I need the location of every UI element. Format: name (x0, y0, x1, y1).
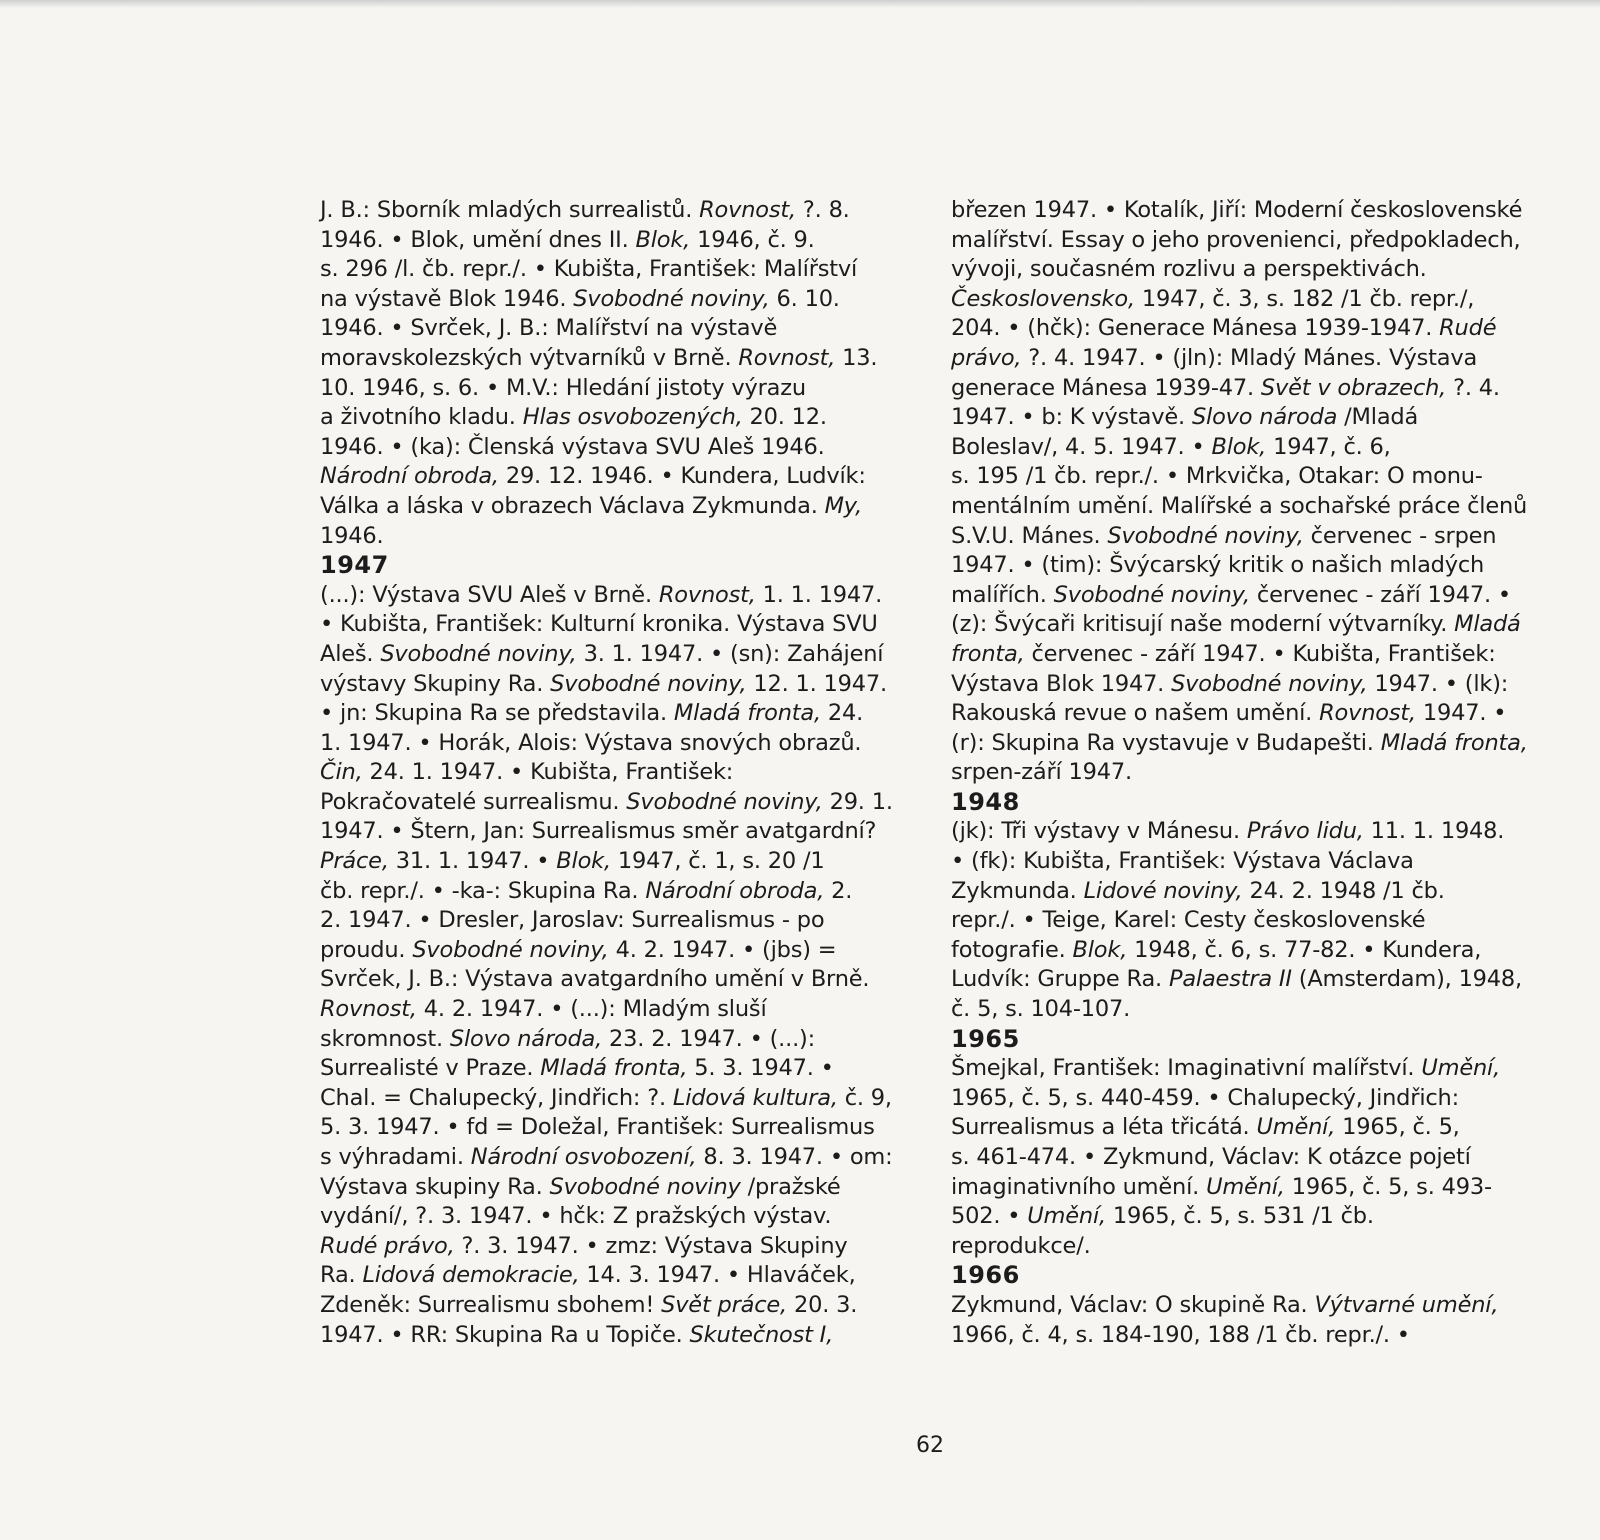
publication-title: Čin, (320, 759, 363, 786)
line-text: 1965, č. 5, s. 440-459. • Chalupecký, Jindřich: (951, 1084, 1459, 1111)
line-text: č. 9, (837, 1084, 892, 1111)
text-line (951, 1084, 1541, 1114)
publication-title: Umění, (1421, 1055, 1501, 1082)
year-heading (320, 551, 920, 581)
line-text: Ra. (320, 1262, 363, 1289)
publication-title: Mladá fronta, (673, 700, 821, 727)
line-text: reprodukce/. (951, 1232, 1091, 1259)
line-text: 1965, č. 5, (1335, 1114, 1460, 1141)
text-line (951, 1113, 1541, 1143)
line-text: a životního kladu. (320, 404, 523, 431)
line-text: 1947. • b: K výstavě. (951, 404, 1192, 431)
text-line (320, 285, 920, 315)
text-line (951, 699, 1541, 729)
publication-title: Národní obroda, (320, 463, 499, 490)
publication-title: Svobodné noviny, (626, 788, 823, 815)
text-line (951, 314, 1541, 344)
line-text: • (fk): Kubišta, František: Výstava Václava (951, 848, 1414, 875)
publication-title: Rovnost, (1319, 700, 1416, 727)
publication-title: Rovnost, (738, 344, 836, 371)
text-line (320, 847, 920, 877)
text-line (320, 670, 920, 700)
line-text: na výstavě Blok 1946. (320, 285, 574, 312)
publication-title: Blok, (556, 848, 611, 875)
publication-title: Lidová demokracie, (362, 1262, 580, 1289)
line-text: (z): Švýcaři kritisují naše moderní výtvarníky. (951, 611, 1455, 638)
right-column (951, 196, 1541, 1350)
text-line (320, 1025, 920, 1055)
line-text: 1947. • (1415, 700, 1507, 727)
publication-title: Slovo národa (1191, 404, 1338, 431)
line-text: (Amsterdam), 1948, (1291, 966, 1522, 993)
publication-title: Hlas osvobozených, (522, 404, 743, 431)
publication-title: Svobodné noviny (549, 1173, 741, 1200)
line-text: červenec - září 1947. • (1249, 581, 1511, 608)
line-text: 31. 1. 1947. • (388, 848, 557, 875)
line-text: mentálním umění. Malířské a sochařské práce členů (951, 492, 1528, 519)
line-text: 20. 3. (787, 1291, 858, 1318)
text-line (320, 1321, 920, 1351)
publication-title: Umění, (1027, 1203, 1106, 1230)
text-line (320, 344, 920, 374)
line-text: Svrček, J. B.: Výstava avatgardního umění v Brně. (320, 966, 870, 993)
publication-title: Rovnost, (320, 996, 417, 1023)
line-text: 2. 1947. • Dresler, Jaroslav: Surrealismus - po (320, 907, 825, 934)
text-line (320, 1143, 920, 1173)
line-text: fotografie. (951, 936, 1073, 963)
text-line (951, 610, 1541, 640)
publication-title: Palaestra II (1168, 966, 1292, 993)
text-line (320, 1054, 920, 1084)
text-line (320, 936, 920, 966)
text-line (951, 374, 1541, 404)
publication-title: Mladá fronta, (1380, 729, 1528, 756)
text-line (951, 462, 1541, 492)
publication-title: Lidové noviny, (1083, 877, 1243, 904)
line-text: 1947 (320, 551, 389, 580)
line-text: 1946. • Svrček, J. B.: Malířství na výstavě (320, 315, 778, 342)
line-text: 13. (835, 344, 878, 371)
line-text: /Mladá (1337, 404, 1419, 431)
text-line (951, 758, 1541, 788)
publication-title: Svobodné noviny, (1053, 581, 1250, 608)
publication-title: Výtvarné umění, (1314, 1291, 1499, 1318)
text-line (951, 522, 1541, 552)
line-text: Chal. = Chalupecký, Jindřich: ?. (320, 1084, 673, 1111)
text-line (320, 255, 920, 285)
line-text: imaginativního umění. (951, 1173, 1207, 1200)
line-text: skromnost. (320, 1025, 450, 1052)
line-text: 1947. • (lk): (1367, 670, 1509, 697)
line-text: 1947, č. 1, s. 20 /1 (610, 848, 825, 875)
line-text: generace Mánesa 1939-47. (951, 374, 1261, 401)
text-line (320, 995, 920, 1025)
line-text: 6. 10. (769, 285, 840, 312)
text-line (320, 699, 920, 729)
line-text: 1947, č. 3, s. 182 /1 čb. repr./, (1134, 285, 1475, 312)
text-line (951, 433, 1541, 463)
text-line (951, 492, 1541, 522)
text-line (951, 255, 1541, 285)
text-line (951, 995, 1541, 1025)
line-text: 1. 1947. • Horák, Alois: Výstava snových obrazů. (320, 729, 862, 756)
publication-title: Národní osvobození, (470, 1144, 697, 1170)
text-line (320, 906, 920, 936)
line-text: Rakouská revue o našem umění. (951, 700, 1320, 727)
publication-title: My, (824, 492, 863, 519)
text-line (951, 965, 1541, 995)
text-line (320, 1291, 920, 1321)
publication-title: Umění, (1256, 1114, 1336, 1141)
publication-title: Svět v obrazech, (1260, 374, 1447, 401)
line-text: • Kubišta, František: Kulturní kronika. Výstava SVU (320, 611, 878, 638)
line-text: ?. 8. (795, 197, 850, 223)
line-text: 5. 3. 1947. • fd = Doležal, František: Surrealismus (320, 1114, 875, 1141)
text-line (320, 965, 920, 995)
line-text: S.V.U. Mánes. (951, 522, 1108, 549)
publication-title: Svobodné noviny, (1171, 670, 1368, 697)
text-line (320, 374, 920, 404)
scan-top-edge (0, 0, 1600, 8)
line-text: /pražské (740, 1173, 841, 1200)
text-line (951, 1321, 1541, 1351)
text-line (951, 1291, 1541, 1321)
text-line (951, 1054, 1541, 1084)
publication-title: Rudé (1439, 315, 1497, 342)
line-text: (jk): Tři výstavy v Mánesu. (951, 818, 1247, 845)
text-line (951, 936, 1541, 966)
text-line (320, 758, 920, 788)
line-text: s. 195 /1 čb. repr./. • Mrkvička, Otakar: O monu- (951, 463, 1483, 490)
publication-title: Slovo národa, (449, 1025, 603, 1052)
line-text: 1966 (951, 1261, 1020, 1290)
line-text: 8. 3. 1947. • om: (696, 1144, 893, 1170)
line-text: 23. 2. 1947. • (...): (602, 1025, 815, 1052)
line-text: 502. • (951, 1203, 1028, 1230)
text-line (951, 196, 1541, 226)
publication-title: právo, (951, 344, 1022, 371)
publication-title: Rovnost, (699, 197, 796, 223)
line-text: Výstava Blok 1947. (951, 670, 1172, 697)
line-text: (...): Výstava SVU Aleš v Brně. (320, 581, 659, 608)
publication-title: Československo, (951, 285, 1135, 312)
line-text: 204. • (hčk): Generace Mánesa 1939-1947. (951, 315, 1440, 342)
line-text: 29. 12. 1946. • Kundera, Ludvík: (498, 463, 866, 490)
line-text: čb. repr./. • -ka-: Skupina Ra. (320, 877, 646, 904)
line-text: 24. (820, 700, 864, 727)
line-text: J. B.: Sborník mladých surrealistů. (320, 197, 700, 223)
line-text: vývoji, současném rozlivu a perspektivách. (951, 256, 1427, 283)
text-line (320, 522, 920, 552)
line-text: 20. 12. (742, 404, 827, 431)
line-text: srpen-září 1947. (951, 759, 1132, 786)
line-text: Pokračovatelé surrealismu. (320, 788, 627, 815)
text-line (320, 492, 920, 522)
line-text: 3. 1. 1947. • (sn): Zahájení (576, 640, 884, 667)
line-text: 1947. • (tim): Švýcarský kritik o našich mladých (951, 552, 1485, 579)
line-text: 14. 3. 1947. • Hlaváček, (579, 1262, 856, 1289)
line-text: 1966, č. 4, s. 184-190, 188 /1 čb. repr./. • (951, 1321, 1410, 1348)
text-line (320, 1202, 920, 1232)
text-line (320, 788, 920, 818)
text-line (951, 729, 1541, 759)
text-line (951, 403, 1541, 433)
line-text: 24. 1. 1947. • Kubišta, František: (362, 759, 734, 786)
text-line (320, 1113, 920, 1143)
line-text: 5. 3. 1947. • (687, 1055, 834, 1082)
line-text: červenec - září 1947. • Kubišta, František: (1024, 640, 1496, 667)
publication-title: fronta, (951, 640, 1025, 667)
line-text: Surrealismus a léta třicátá. (951, 1114, 1257, 1141)
page-number: 62 (916, 1433, 944, 1458)
text-line (320, 1173, 920, 1203)
text-line (320, 433, 920, 463)
text-line (320, 314, 920, 344)
text-line (951, 1202, 1541, 1232)
line-text: malířích. (951, 581, 1054, 608)
text-line (320, 581, 920, 611)
line-text: 2. (824, 877, 853, 904)
line-text: 29. 1. (822, 788, 893, 815)
line-text: 1965 (951, 1024, 1020, 1053)
text-line (320, 196, 920, 226)
text-line (320, 403, 920, 433)
line-text: Válka a láska v obrazech Václava Zykmunda. (320, 492, 825, 519)
text-line (951, 1173, 1541, 1203)
text-line (951, 670, 1541, 700)
text-line (320, 877, 920, 907)
publication-title: Právo lidu, (1246, 818, 1364, 845)
line-text: červenec - srpen (1303, 522, 1497, 549)
line-text: 1946. (320, 522, 384, 549)
text-line (951, 906, 1541, 936)
line-text: moravskolezských výtvarníků v Brně. (320, 344, 739, 371)
publication-title: Svobodné noviny, (550, 670, 747, 697)
line-text: 1946. • (ka): Členská výstava SVU Aleš 1946. (320, 433, 825, 460)
line-text: 1947. • Štern, Jan: Surrealismus směr avatgardní? (320, 818, 877, 845)
publication-title: Mladá fronta, (540, 1055, 688, 1082)
line-text: 1948, č. 6, s. 77-82. • Kundera, (1127, 936, 1482, 963)
line-text: č. 5, s. 104-107. (951, 996, 1131, 1023)
publication-title: Blok, (1211, 433, 1267, 460)
text-line (951, 1232, 1541, 1262)
line-text: 4. 2. 1947. • (...): Mladým sluší (416, 996, 767, 1023)
line-text: 1947, č. 6, (1266, 433, 1391, 460)
line-text: Ludvík: Gruppe Ra. (951, 966, 1169, 993)
text-line (320, 1084, 920, 1114)
text-line (951, 1143, 1541, 1173)
line-text: 1965, č. 5, s. 493- (1284, 1173, 1492, 1200)
publication-title: Lidová kultura, (672, 1084, 838, 1111)
text-line (951, 285, 1541, 315)
publication-title: Svobodné noviny, (1107, 522, 1304, 549)
text-line (951, 847, 1541, 877)
line-text: Boleslav/, 4. 5. 1947. • (951, 433, 1212, 460)
text-line (951, 551, 1541, 581)
line-text: ?. 4. (1446, 374, 1500, 401)
line-text: s. 461-474. • Zykmund, Václav: K otázce pojetí (951, 1144, 1471, 1170)
publication-title: Svobodné noviny, (380, 640, 577, 667)
text-line (951, 581, 1541, 611)
line-text: Zykmunda. (951, 877, 1084, 904)
publication-title: Svobodné noviny, (573, 285, 770, 312)
text-line (320, 640, 920, 670)
text-line (320, 610, 920, 640)
line-text: repr./. • Teige, Karel: Cesty československé (951, 907, 1426, 934)
line-text: 4. 2. 1947. • (jbs) = (608, 936, 837, 963)
year-heading (951, 1261, 1541, 1291)
line-text: Zykmund, Václav: O skupině Ra. (951, 1291, 1315, 1318)
line-text: Výstava skupiny Ra. (320, 1173, 550, 1200)
publication-title: Umění, (1206, 1173, 1285, 1200)
publication-title: Práce, (320, 848, 389, 875)
text-line (951, 877, 1541, 907)
line-text: Šmejkal, František: Imaginativní malířství. (951, 1055, 1422, 1082)
line-text: • jn: Skupina Ra se představila. (320, 700, 674, 727)
line-text: 24. 2. 1948 /1 čb. (1242, 877, 1445, 904)
line-text: 1946. • Blok, umění dnes II. (320, 226, 636, 253)
publication-title: Svobodné noviny, (412, 936, 609, 963)
text-line (320, 462, 920, 492)
line-text: (r): Skupina Ra vystavuje v Budapešti. (951, 729, 1381, 756)
line-text: 1948 (951, 787, 1020, 816)
text-line (320, 729, 920, 759)
line-text: 1965, č. 5, s. 531 /1 čb. (1105, 1203, 1374, 1230)
line-text: ?. 4. 1947. • (jln): Mladý Mánes. Výstava (1021, 344, 1478, 371)
text-line (320, 1232, 920, 1262)
line-text: 1947. • RR: Skupina Ra u Topiče. (320, 1321, 690, 1348)
left-column (320, 196, 920, 1350)
line-text: březen 1947. • Kotalík, Jiří: Moderní československé (951, 197, 1523, 223)
line-text: 12. 1. 1947. (746, 670, 887, 697)
line-text: s. 296 /l. čb. repr./. • Kubišta, František: Malířství (320, 256, 858, 283)
text-line (951, 817, 1541, 847)
line-text: vydání/, ?. 3. 1947. • hčk: Z pražských výstav. (320, 1203, 832, 1230)
text-line (951, 640, 1541, 670)
text-line (951, 344, 1541, 374)
line-text: ?. 3. 1947. • zmz: Výstava Skupiny (454, 1232, 848, 1259)
line-text: 10. 1946, s. 6. • M.V.: Hledání jistoty výrazu (320, 374, 806, 401)
text-line (320, 1261, 920, 1291)
line-text: malířství. Essay o jeho provenienci, předpokladech, (951, 226, 1521, 253)
line-text: Zdeněk: Surrealismu sbohem! (320, 1291, 662, 1318)
publication-title: Národní obroda, (645, 877, 825, 904)
publication-title: Rudé právo, (320, 1232, 455, 1259)
text-line (320, 817, 920, 847)
text-line (951, 226, 1541, 256)
publication-title: Rovnost, (658, 581, 756, 608)
publication-title: Skutečnost I, (689, 1321, 834, 1348)
line-text: Surrealisté v Praze. (320, 1055, 541, 1082)
line-text: 1946, č. 9. (690, 226, 815, 253)
line-text: proudu. (320, 936, 413, 963)
line-text: Aleš. (320, 640, 381, 667)
publication-title: Blok, (1072, 936, 1128, 963)
publication-title: Mladá (1454, 611, 1521, 638)
text-line (320, 226, 920, 256)
line-text: výstavy Skupiny Ra. (320, 670, 551, 697)
publication-title: Blok, (635, 226, 691, 253)
publication-title: Svět práce, (661, 1291, 788, 1318)
year-heading (951, 1025, 1541, 1055)
year-heading (951, 788, 1541, 818)
line-text: 1. 1. 1947. (755, 581, 883, 608)
line-text: s výhradami. (320, 1144, 471, 1170)
line-text: 11. 1. 1948. (1363, 818, 1505, 845)
